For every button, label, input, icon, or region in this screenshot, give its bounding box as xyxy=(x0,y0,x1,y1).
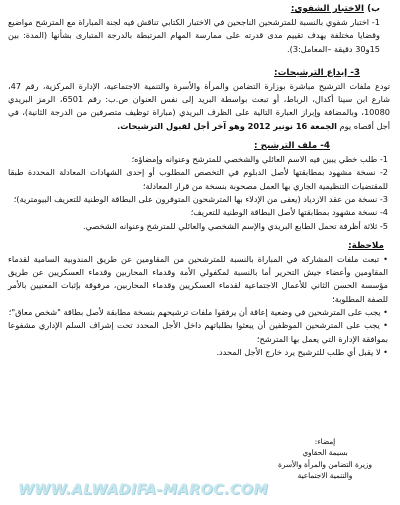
notes-section xyxy=(8,239,390,359)
note-item: • لا يقبل أي طلب للترشيح يرد خارج الأجل المحدد. xyxy=(216,346,388,357)
submission-heading: 3- إيداع الترشيحات: xyxy=(274,67,360,78)
document-body xyxy=(8,2,390,359)
submission-section xyxy=(8,66,390,133)
note-item: • يجب على المترشحين الموظفين أن يبعثوا بطلباتهم داخل الأجل المحدد تحت إشراف السلم الإداري مشفوعا بموافقة الإدارة التي يعمل بها المترشح؛ xyxy=(8,320,388,344)
signature-title-line2: والتنمية الاجتماعية xyxy=(297,470,353,480)
signature-block xyxy=(270,436,380,481)
oral-test-heading-text: الاختبار الشفوي: xyxy=(290,4,365,14)
file-item: 3- نسخة من عقد الازدياد (يعفى من الإدلاء بها المترشحون المتوفرون على البطاقة الوطنية للتعريف البيومترية)؛ xyxy=(13,193,388,204)
file-item: 5- ثلاثة أظرفة تحمل الطابع البريدي والإسم الشخصي والعائلي للمترشح وعنوانه الشخصي. xyxy=(82,220,388,231)
watermark-text: WWW.ALWADIFA-MAROC.COM xyxy=(18,482,269,498)
submission-text xyxy=(8,80,390,133)
signature-title-line1: وزيرة التضامن والمرأة والأسرة xyxy=(278,459,372,469)
oral-test-heading-letter: ب) xyxy=(367,4,380,14)
note-item: • تبعث ملفات المشاركة في المباراة بالنسبة للمترشحين من المقاومين عن طريق المندوبية السامية لقدماء المقاومين وأعضاء جيش التحرير أما بالنسبة لمكفولي الأمة وقدماء المحاربين وقدماء العسكريين عن طريق مؤسسة الحسن الثاني للأعمال الاجتماعية لقدماء العسكريين وقدماء المحاربين، مرفوقة بإثبات المعنيين بالأمر للصفة المطلوبة؛ xyxy=(8,253,388,304)
oral-test-section xyxy=(8,2,390,56)
application-file-heading: 4- ملف الترشيح : xyxy=(254,141,330,152)
file-item: 2- نسخة مشهود بمطابقتها لأصل الدبلوم في التخصص المطلوب أو إحدى الشهادات المعادلة المحددة طبقا للمقتضيات التنظيمية الجاري بها العمل مصحوبة بنسخة من قرار المعادلة؛ xyxy=(8,167,388,191)
submission-deadline: الجمعة 16 نونبر 2012 وهو آخر أجل لقبول الترشيحات. xyxy=(117,120,337,131)
file-item: 4- نسخة مشهود بمطابقتها لأصل البطاقة الوطنية للتعريف؛ xyxy=(190,207,388,218)
signature-label: إمضاء: xyxy=(314,437,336,446)
application-file-section xyxy=(8,139,390,233)
oral-test-heading xyxy=(8,2,380,16)
note-item: • يجب على المترشحين في وضعية إعاقة أن يرفقوا ملفات ترشيحهم بنسخة مطابقة لأصل بطاقة "شخص معاق"؛ xyxy=(8,307,388,318)
signature-name: بسيمة الحقاوي xyxy=(302,448,348,458)
notes-heading: ملاحظة: xyxy=(348,240,384,251)
file-item: 1- طلب خطي يبين فيه الاسم العائلي والشخصي للمترشح وعنوانه وإمضاؤه؛ xyxy=(131,154,388,165)
oral-test-text: 1- اختبار شفوي بالنسبة للمترشحين الناجحين في الاختبار الكتابي تناقش فيه لجنة المباراة مع المترشح مواضيع وقضايا مختلفة يهدف تقييم مدى قدرته على ممارسة المهام المرتبطة بالدرجة المتبارى بشأنها (المدة: بين 15و30 دقيقة –المعامل:3). xyxy=(8,17,380,54)
submission-body: تودع ملفات الترشيح مباشرة بوزارة التضامن والمرأة والأسرة والتنمية الاجتماعية، الإدارة المركزية، رقم 47، شارع ابن سينا أكدال، الرباط، أو تبعث بواسطة البريد إلى نفس العنوان ص.ب: رقم 6501، الرمز البريدي 10080، وبالمضافة وإبراز العبارة التالية على الظرف البريدي (مباراة توظيف متصرفين من الدرجة الثانية)، في أجل أقصاه يوم xyxy=(8,80,390,131)
